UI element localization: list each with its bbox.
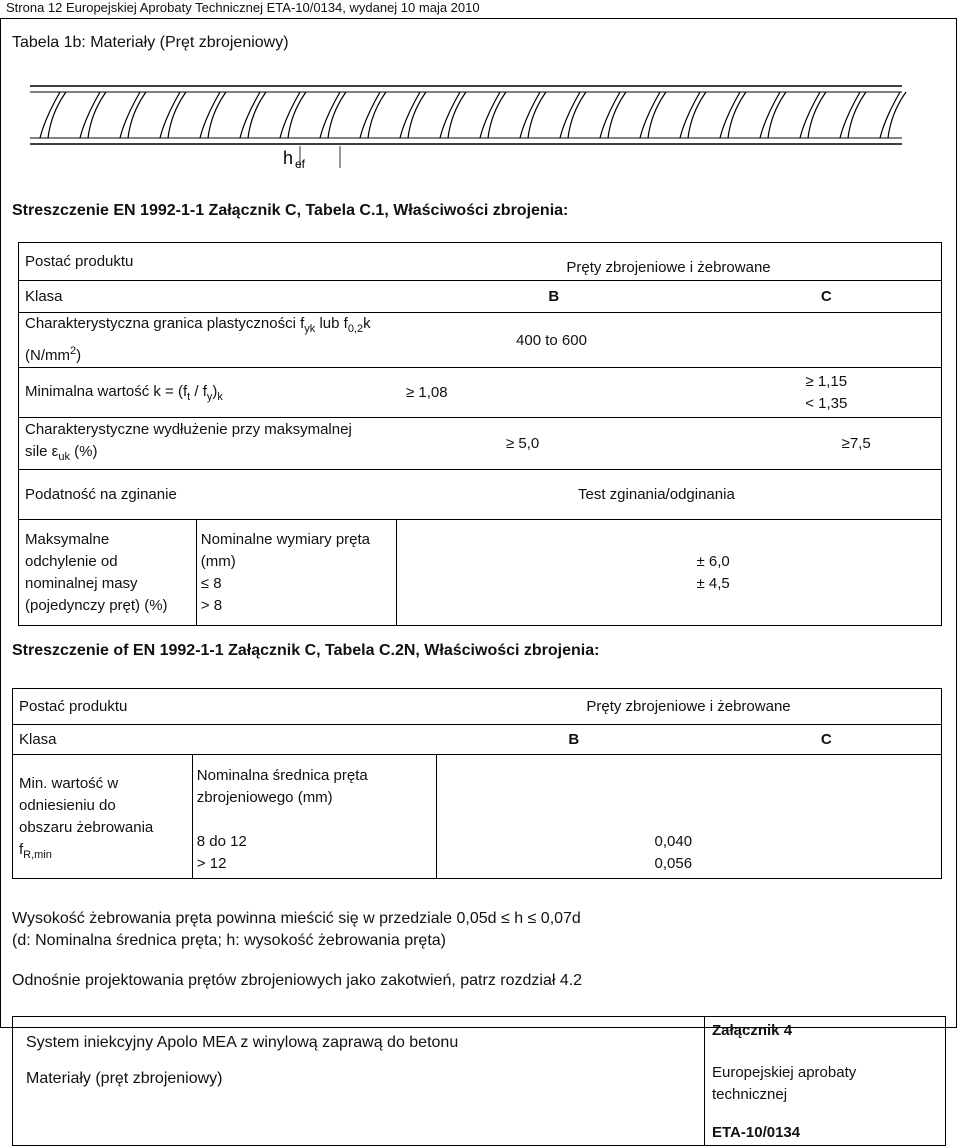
anchorage-note: Odnośnie projektowania prętów zbrojeniowych jako zakotwień, patrz rozdział 4.2	[12, 972, 583, 989]
nominal-diameter-column: Nominalna średnica pręta zbrojeniowego (mm) 8 do 12 > 12	[192, 755, 436, 879]
rebar-rib	[128, 92, 146, 138]
elongation-label: Charakterystyczne wydłużenie przy maksymalnej sile $\varepsilon_{uk}$ (%)	[19, 418, 397, 470]
rebar-rib	[768, 92, 786, 138]
table-row	[19, 470, 942, 520]
rebar-rib	[808, 92, 826, 138]
rebar-rib	[680, 92, 700, 138]
k-ratio-label: Minimalna wartość $k = (f_t / f_y)_k$	[19, 368, 397, 418]
class-label: Klasa	[13, 725, 437, 755]
rebar-rib	[80, 92, 100, 138]
rebar-rib	[560, 92, 580, 138]
rib-area-values: 0,040 0,056	[436, 755, 942, 879]
table-row	[13, 725, 942, 755]
footer-system-title: System iniekcyjny Apolo MEA z winylową zaprawą do betonu	[26, 1034, 459, 1051]
rebar-rib	[440, 92, 460, 138]
rebar-rib	[360, 92, 380, 138]
rebar-rib	[600, 92, 620, 138]
rebar-rib	[568, 92, 586, 138]
yield-strength-label: Charakterystyczna granica plastyczności $f_{yk}$ lub $f_{0,2}k$ $(N/mm^2)$	[19, 313, 397, 368]
footer-annex: Załącznik 4	[712, 1022, 793, 1039]
rebar-rib	[400, 92, 420, 138]
rebar-rib	[688, 92, 706, 138]
properties-table-c1	[18, 242, 942, 626]
product-form-label: Postać produktu	[19, 243, 397, 281]
rebar-rib	[240, 92, 260, 138]
rebar-rib	[88, 92, 106, 138]
mass-deviation-label: Maksymalne odchylenie od nominalnej masy (pojedynczy pręt) (%)	[19, 520, 197, 626]
rebar-rib	[608, 92, 626, 138]
bendability-value: Test zginania/odginania	[396, 470, 942, 520]
product-form-value: Pręty zbrojeniowe i żebrowane	[396, 243, 942, 281]
rebar-rib	[840, 92, 860, 138]
footer-divider	[704, 1016, 705, 1146]
rebar-rib	[848, 92, 866, 138]
properties-table-c2n	[12, 688, 942, 879]
rebar-rib	[720, 92, 740, 138]
rebar-rib	[168, 92, 186, 138]
class-c: C	[712, 725, 942, 755]
k-ratio-b: ≥ 1,08	[396, 368, 712, 418]
class-b: B	[436, 725, 712, 755]
class-label: Klasa	[19, 281, 397, 313]
rebar-rib	[760, 92, 780, 138]
footer-approval: Europejskiej aprobaty technicznej	[712, 1064, 857, 1103]
product-form-value: Pręty zbrojeniowe i żebrowane	[436, 689, 942, 725]
footer-eta-number: ETA-10/0134	[712, 1124, 801, 1141]
table-row	[19, 368, 942, 418]
rebar-rib	[120, 92, 140, 138]
rebar-rib	[448, 92, 466, 138]
rebar-rib	[200, 92, 220, 138]
table-row	[13, 689, 942, 725]
rebar-rib	[48, 92, 66, 138]
rebar-rib	[320, 92, 340, 138]
table-title: Tabela 1b: Materiały (Pręt zbrojeniowy)	[12, 34, 289, 51]
table-row	[13, 755, 942, 879]
rebar-illustration	[30, 76, 910, 176]
rebar-rib	[368, 92, 386, 138]
nominal-size-column: Nominalne wymiary pręta (mm) ≤ 8 > 8	[196, 520, 396, 626]
elongation-c: ≥7,5	[712, 418, 942, 470]
rebar-rib	[288, 92, 306, 138]
rebar-rib	[40, 92, 60, 138]
table-row	[19, 418, 942, 470]
rebar-rib	[208, 92, 226, 138]
rebar-rib	[488, 92, 506, 138]
rib-height-subscript: ef	[295, 157, 306, 171]
rebar-rib	[888, 92, 906, 138]
summary-c2n-heading: Streszczenie of EN 1992-1-1 Załącznik C, Tabela C.2N, Właściwości zbrojenia:	[12, 642, 600, 659]
rib-height-label: h	[283, 148, 294, 168]
bendability-label: Podatność na zginanie	[19, 470, 397, 520]
rib-area-label: Min. wartość w odniesieniu do obszaru żebrowania $f_{R,min}$	[13, 755, 193, 879]
class-c: C	[712, 281, 942, 313]
rib-height-note: Wysokość żebrowania pręta powinna mieścić się w przedziale 0,05d ≤ h ≤ 0,07d	[12, 910, 581, 927]
mass-deviation-values: ± 6,0 ± 4,5	[396, 520, 942, 626]
footer-subject: Materiały (pręt zbrojeniowy)	[26, 1070, 223, 1087]
rebar-rib	[280, 92, 300, 138]
rebar-rib	[520, 92, 540, 138]
page-header: Strona 12 Europejskiej Aprobaty Technicznej ETA-10/0134, wydanej 10 maja 2010	[6, 0, 480, 15]
rebar-rib	[728, 92, 746, 138]
table-row	[19, 281, 942, 313]
elongation-b: ≥ 5,0	[396, 418, 712, 470]
rebar-rib	[408, 92, 426, 138]
product-form-label: Postać produktu	[13, 689, 437, 725]
rebar-rib	[528, 92, 546, 138]
rebar-rib	[648, 92, 666, 138]
class-b: B	[396, 281, 712, 313]
rebar-rib	[480, 92, 500, 138]
rebar-rib	[640, 92, 660, 138]
rebar-rib	[160, 92, 180, 138]
yield-strength-value: 400 to 600	[396, 313, 942, 368]
summary-c1-heading: Streszczenie EN 1992-1-1 Załącznik C, Tabela C.1, Właściwości zbrojenia:	[12, 202, 569, 219]
rebar-rib	[880, 92, 900, 138]
k-ratio-c: ≥ 1,15 < 1,35	[712, 368, 942, 418]
rebar-rib	[328, 92, 346, 138]
definitions-note: (d: Nominalna średnica pręta; h: wysokość żebrowania pręta)	[12, 932, 446, 949]
table-row	[19, 243, 942, 281]
table-row	[19, 313, 942, 368]
table-row	[19, 520, 942, 626]
rebar-rib	[248, 92, 266, 138]
rebar-rib	[800, 92, 820, 138]
